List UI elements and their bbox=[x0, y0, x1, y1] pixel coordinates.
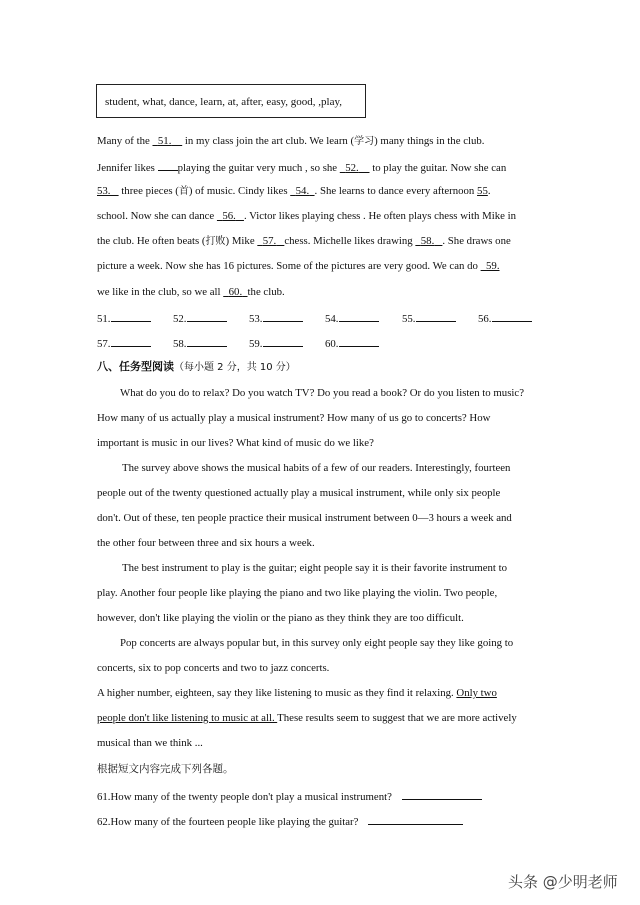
blank-60: 60. bbox=[228, 286, 243, 298]
section-title: 八、任务型阅读 bbox=[97, 360, 174, 373]
passage-line: important is music in our lives? What kind of music do we like? bbox=[97, 437, 374, 449]
cloze-text: . bbox=[487, 185, 491, 197]
cloze-text: chess. Michelle likes drawing bbox=[284, 235, 416, 247]
blank-51: 51. bbox=[157, 135, 172, 147]
cloze-line-6 bbox=[97, 259, 547, 273]
cloze-text: Many of the bbox=[97, 135, 153, 147]
cloze-text: to play the guitar. Now she can bbox=[369, 162, 507, 174]
word-bank-box bbox=[96, 84, 366, 118]
answer-blank bbox=[402, 788, 482, 800]
passage-line: The best instrument to play is the guitar; eight people say it is their favorite instrument to bbox=[122, 562, 508, 574]
cloze-text: . She learns to dance every afternoon bbox=[314, 185, 478, 197]
passage-text: These results seem to suggest that we are more actively bbox=[277, 712, 517, 724]
cloze-text: in my class join the art club. We learn ( bbox=[182, 135, 355, 147]
cloze-text: picture a week. Now she has 16 pictures. Some of the pictures are very good. We can do bbox=[97, 260, 481, 272]
cloze-text: . She draws one bbox=[442, 235, 511, 247]
cloze-text: the club. bbox=[247, 286, 285, 298]
cloze-line-2 bbox=[97, 159, 547, 175]
passage-line: What do you do to relax? Do you watch TV? Do you read a book? Or do you listen to music? bbox=[120, 387, 524, 399]
answer-slot: 53. bbox=[249, 310, 303, 326]
underlined-sentence: people don't like listening to music at all. bbox=[97, 712, 278, 724]
blank-59: 59. bbox=[486, 260, 500, 272]
watermark: 头条 @少明老师 bbox=[508, 873, 618, 891]
answer-slot: 58. bbox=[173, 335, 227, 351]
blank-55: 55 bbox=[477, 185, 488, 197]
answer-blank bbox=[368, 813, 463, 825]
blank-52: 52. bbox=[345, 162, 359, 174]
blank-54: 54. bbox=[295, 185, 310, 197]
underlined-sentence: Only two bbox=[456, 687, 497, 699]
answer-slot: 54. bbox=[325, 310, 379, 326]
cloze-line-1 bbox=[97, 134, 547, 149]
cloze-text: the club. He often beats ( bbox=[97, 235, 206, 247]
passage-line bbox=[97, 711, 547, 725]
passage-line: people out of the twenty questioned actually play a musical instrument, while only six people bbox=[97, 487, 501, 499]
answer-slot: 60. bbox=[325, 335, 379, 351]
cloze-text: three pieces ( bbox=[118, 185, 179, 197]
cloze-text: Jennifer likes bbox=[97, 162, 158, 174]
passage-line: the other four between three and six hours a week. bbox=[97, 537, 315, 549]
passage-line: How many of us actually play a musical instrument? How many of us go to concerts? How bbox=[97, 412, 491, 424]
cloze-text: ) Mike bbox=[225, 235, 258, 247]
cloze-gloss: 学习 bbox=[354, 136, 375, 147]
answer-slot: 52. bbox=[173, 310, 227, 326]
cloze-text: . Victor likes playing chess . He often plays chess with Mike in bbox=[243, 210, 516, 222]
blank-56: 56. bbox=[222, 210, 236, 222]
question-text: 62.How many of the fourteen people like playing the guitar? bbox=[97, 816, 359, 828]
answer-slot: 51. bbox=[97, 310, 151, 326]
passage-line: play. Another four people like playing the piano and two like playing the violin. Two people, bbox=[97, 587, 498, 599]
passage-line bbox=[97, 686, 547, 700]
cloze-text: playing the guitar very much , so she bbox=[177, 162, 340, 174]
instruction: 根据短文内容完成下列各题。 bbox=[97, 763, 234, 775]
question-61 bbox=[97, 788, 547, 804]
section-heading bbox=[97, 360, 296, 375]
cloze-line-4 bbox=[97, 209, 547, 223]
blank-57: 57. bbox=[262, 235, 277, 247]
answer-slot: 56. bbox=[478, 310, 532, 326]
answer-slot: 57. bbox=[97, 335, 151, 351]
cloze-text: school. Now she can dance bbox=[97, 210, 217, 222]
answer-slot: 59. bbox=[249, 335, 303, 351]
answer-slot: 55. bbox=[402, 310, 456, 326]
passage-line: Pop concerts are always popular but, in this survey only eight people say they like going to bbox=[120, 637, 514, 649]
blank-line bbox=[158, 159, 178, 171]
section-note: （每小题 2 分，共 10 分） bbox=[174, 362, 296, 373]
passage-line: concerts, six to pop concerts and two to jazz concerts. bbox=[97, 662, 330, 674]
cloze-text: ) many things in the club. bbox=[374, 135, 485, 147]
cloze-line-7 bbox=[97, 285, 547, 299]
cloze-text: we like in the club, so we all bbox=[97, 286, 224, 298]
word-bank-text: student, what, dance, learn, at, after, easy, good, ,play, bbox=[105, 96, 342, 108]
cloze-gloss: 打败 bbox=[205, 236, 226, 247]
blank-58: 58. bbox=[420, 235, 435, 247]
passage-line: don't. Out of these, ten people practice their musical instrument between 0—3 hours a week and bbox=[97, 512, 512, 524]
passage-line: however, don't like playing the violin or the piano as they think they are too difficult. bbox=[97, 612, 464, 624]
cloze-line-5 bbox=[97, 234, 547, 249]
question-62 bbox=[97, 813, 547, 829]
question-text: 61.How many of the twenty people don't play a musical instrument? bbox=[97, 791, 392, 803]
passage-text: A higher number, eighteen, say they like listening to music as they find it relaxing. bbox=[97, 687, 457, 699]
cloze-line-3 bbox=[97, 184, 547, 199]
passage-line: The survey above shows the musical habits of a few of our readers. Interestingly, fourteen bbox=[122, 462, 511, 474]
blank-53: 53. bbox=[97, 185, 111, 197]
passage-line: musical than we think ... bbox=[97, 737, 203, 749]
cloze-gloss: 首 bbox=[178, 186, 189, 197]
cloze-text: ) of music. Cindy likes bbox=[188, 185, 291, 197]
